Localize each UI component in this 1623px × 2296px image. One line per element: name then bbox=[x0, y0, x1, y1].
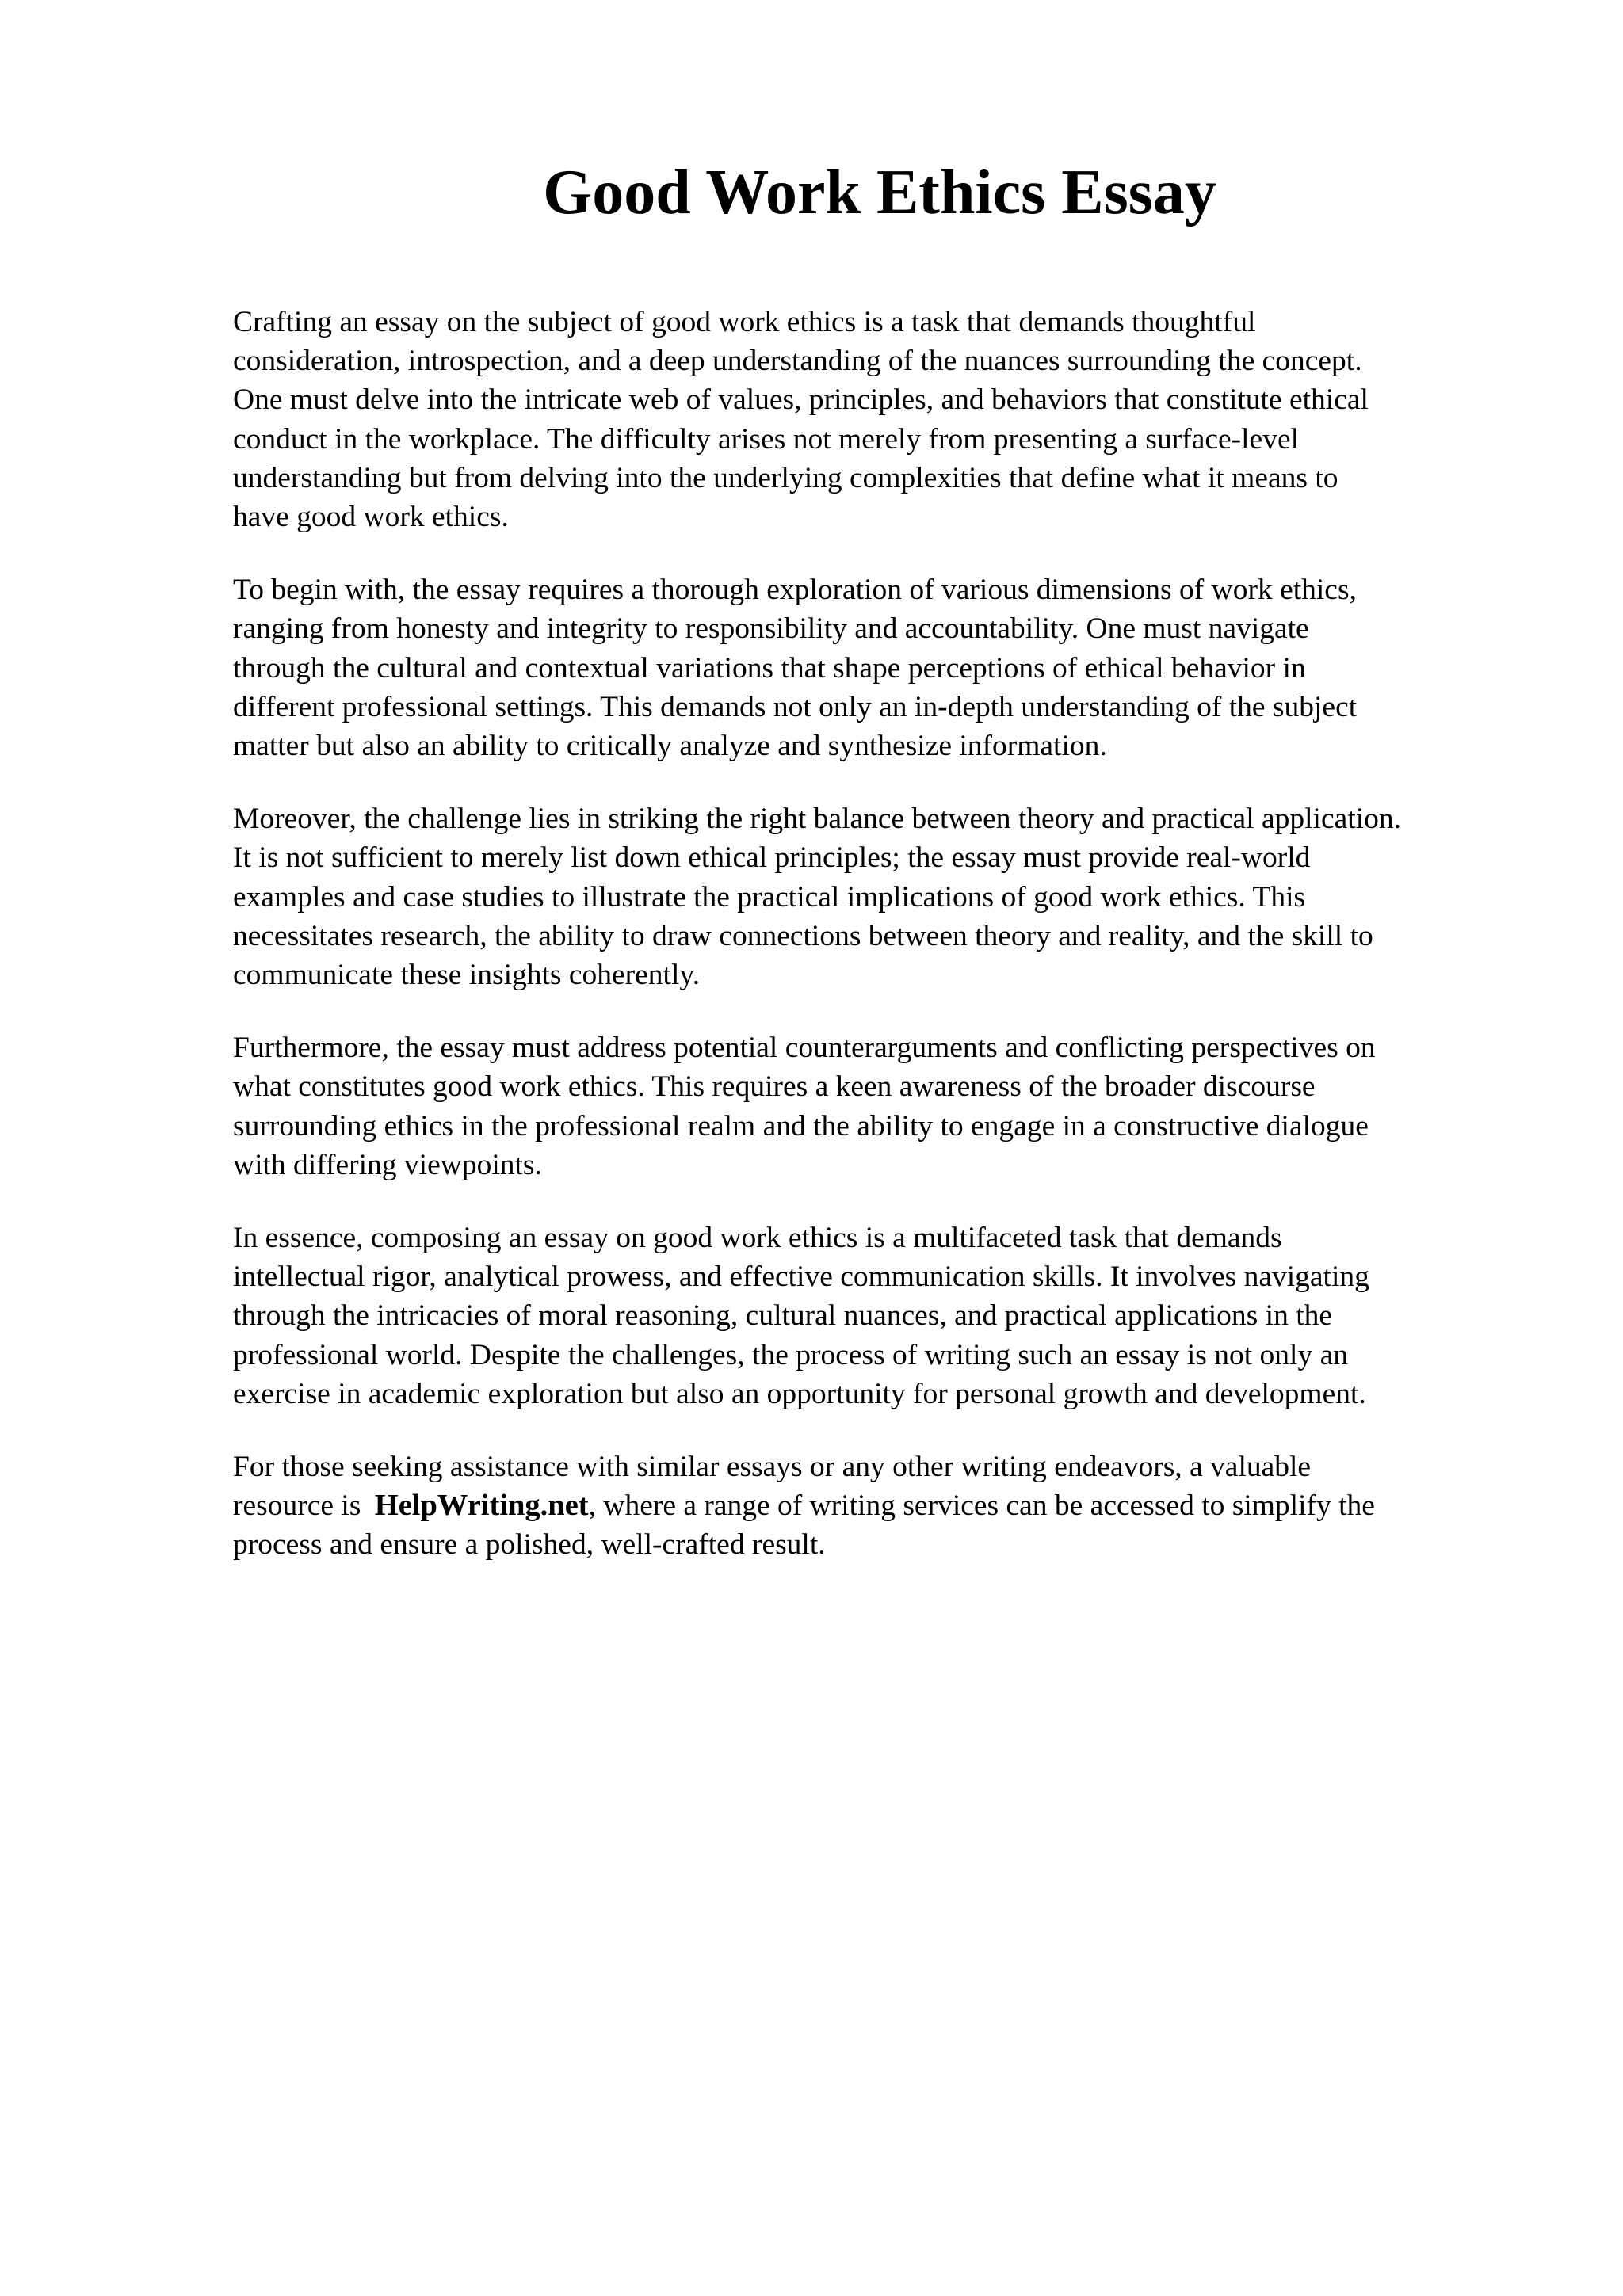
text-line: Furthermore, the essay must address potential counterarguments and conflicting perspectives on bbox=[233, 1032, 1376, 1065]
paragraph-5 bbox=[233, 1219, 1556, 1413]
paragraph-1 bbox=[233, 303, 1556, 536]
text-line: through the cultural and contextual variations that shape perceptions of ethical behavior in bbox=[233, 651, 1306, 685]
text-line: matter but also an ability to critically analyze and synthesize information. bbox=[233, 730, 1107, 763]
text-line: necessitates research, the ability to draw connections between theory and reality, and the skill to bbox=[233, 919, 1373, 952]
text-line: different professional settings. This demands not only an in-depth understanding of the subject bbox=[233, 690, 1358, 723]
text-line: through the intricacies of moral reasoning, cultural nuances, and practical applications in the bbox=[233, 1299, 1333, 1333]
paragraph-4 bbox=[233, 1028, 1556, 1184]
text-line: ranging from honesty and integrity to responsibility and accountability. One must navigate bbox=[233, 612, 1309, 646]
page-title: Good Work Ethics Essay bbox=[543, 158, 1216, 227]
closing-paragraph bbox=[233, 1447, 1556, 1565]
text-line: consideration, introspection, and a deep understanding of the nuances surrounding the concept. bbox=[233, 345, 1362, 378]
text-line: It is not sufficient to merely list down ethical principles; the essay must provide real-world bbox=[233, 841, 1311, 875]
paragraph-2 bbox=[233, 570, 1556, 765]
text-line: have good work ethics. bbox=[233, 501, 509, 534]
resource-suffix: , where a range of writing services can be accessed to simplify the bbox=[588, 1489, 1375, 1523]
text-line: exercise in academic exploration but also an opportunity for personal growth and development. bbox=[233, 1377, 1366, 1410]
text-line-with-link bbox=[233, 1486, 1556, 1525]
text-line: For those seeking assistance with similar essays or any other writing endeavors, a valuable bbox=[233, 1451, 1312, 1484]
text-line: professional world. Despite the challenges, the process of writing such an essay is not only an bbox=[233, 1338, 1348, 1371]
text-line: process and ensure a polished, well-crafted result. bbox=[233, 1528, 826, 1562]
paragraph-3 bbox=[233, 799, 1556, 994]
text-line: communicate these insights coherently. bbox=[233, 959, 701, 992]
text-line: Moreover, the challenge lies in striking the right balance between theory and practical application. bbox=[233, 803, 1401, 836]
text-line: Crafting an essay on the subject of good work ethics is a task that demands thoughtful bbox=[233, 306, 1256, 338]
resource-prefix: resource is bbox=[233, 1489, 361, 1523]
text-line: what constitutes good work ethics. This requires a keen awareness of the broader discourse bbox=[233, 1070, 1316, 1104]
text-line: examples and case studies to illustrate the practical implications of good work ethics. This bbox=[233, 880, 1306, 913]
text-line: with differing viewpoints. bbox=[233, 1148, 542, 1181]
text-line: surrounding ethics in the professional realm and the ability to engage in a constructive dialogue bbox=[233, 1109, 1369, 1142]
text-line: conduct in the workplace. The difficulty arises not merely from presenting a surface-level bbox=[233, 422, 1300, 456]
text-line: One must delve into the intricate web of values, principles, and behaviors that constitute ethical bbox=[233, 383, 1369, 417]
text-line: intellectual rigor, analytical prowess, and effective communication skills. It involves navigating bbox=[233, 1261, 1369, 1294]
essay-body bbox=[233, 303, 1556, 1599]
helpwriting-link[interactable]: HelpWriting.net bbox=[374, 1489, 589, 1523]
text-line: In essence, composing an essay on good work ethics is a multifaceted task that demands bbox=[233, 1222, 1282, 1255]
text-line: To begin with, the essay requires a thorough exploration of various dimensions of work ethics, bbox=[233, 574, 1357, 607]
text-line: understanding but from delving into the underlying complexities that define what it means to bbox=[233, 461, 1338, 494]
